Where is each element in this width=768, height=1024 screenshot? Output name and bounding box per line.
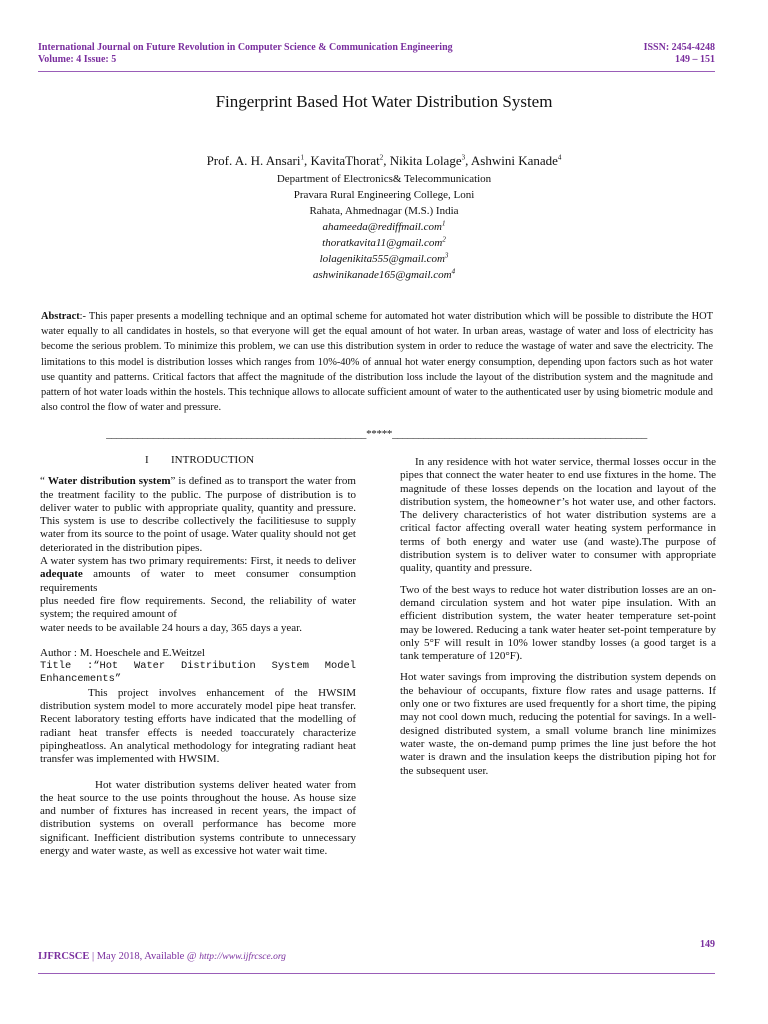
paragraph: “ Water distribution system” is defined as to transport the water from the treatment facility to the public. The purpose of distribution is to deliver water to public with appropriate quality, quantity and pressure. This system is use to describe collectively the facilitiesuse to supply water from its source to the point of usage. Water quality should not get deteriorated in the distribution pipes.	[40, 475, 356, 554]
footer-date: | May 2018, Available @	[89, 951, 200, 962]
page-range: 149 – 151	[675, 54, 715, 65]
author-email[interactable]: ahameeda@rediffmail.com$^1$	[322, 219, 446, 233]
footer-rule	[38, 973, 715, 974]
title-reference-end: Enhancements”	[40, 673, 122, 686]
issn: ISSN: 2454-4248	[643, 42, 715, 53]
volume-issue: Volume: 4 Issue: 5	[38, 54, 117, 65]
paragraph: Hot water savings from improving the distribution system depends on the behaviour of occupants, fixture flow rates and usage patterns. If only one or two fixtures are used frequently for a short time, the piping may not cool down much, reducing the potential for savings. In a well-designed distributed system, a small volume branch line minimizes water waste, the on-demand pump primes the line just before the hot water is drawn and the insulation keeps the distribution piping hot for the subsequent user.	[400, 671, 716, 777]
journal-header	[38, 42, 715, 66]
author-list: Prof. A. H. Ansari$^1$, KavitaThorat$^2$, Nikita Lolage$^3$, Ashwini Kanade$^4$	[206, 153, 562, 168]
abstract-text: :- This paper presents a modelling technique and an optimal scheme for automated hot water distribution which will be possible to distribute the HOT water equally to all candidates in hostels, so that everyone will get the equal amount of hot water. In urban areas, wastage of water and loss of electricity has become the serious problem. To minimize this problem, we can use this distribution system in order to reduce the wastage of water and save the electricity. The limitations to this model is distribution losses which ranges from 10%-40% of annual hot water energy consumption, depending upon factors such as hot water use quantity and patterns. Critical factors that affect the magnitude of the distribution loss include the layout of the distribution system and the magnitude and pattern of hot water loads within the hostels. This technique allows to allocate sufficient amount of water to the authenticated user by using biometric module and also control the flow of water and pressure.	[41, 311, 713, 414]
paragraph: Two of the best ways to reduce hot water distribution losses are an on-demand circulation system and hot water pipe insulation. With an efficient distribution system, the water heater temperature set-point may be lowered. Reducing a tank water heater set-point temperature by only 5°F will result in 10% lower standby losses (a good target is a tank temperature of 120°F).	[400, 583, 716, 663]
abstract	[41, 309, 713, 415]
department: Department of Electronics& Telecommunication	[276, 173, 492, 185]
location: Rahata, Ahmednagar (M.S.) India	[309, 205, 459, 217]
paragraph: plus needed fire flow requirements. Second, the reliability of water system; the required amount of	[40, 594, 356, 621]
author-reference: Author : M. Hoeschele and E.Weitzel	[40, 646, 205, 659]
author-email[interactable]: lolagenikita555@gmail.com$^3$	[319, 251, 449, 265]
paragraph: Hot water distribution systems deliver heated water from the heat source to the use points throughout the house. As house size and number of fixtures has increased in recent years, the impact of distribution systems on overall performance has become more significant. Inefficient distribution systems contribute to unnecessary energy and water waste, as well as excessive hot water wait time.	[40, 778, 356, 858]
author: KavitaThorat$^2$	[310, 153, 384, 168]
section-title: INTRODUCTION	[171, 454, 255, 466]
header-rule	[38, 71, 715, 72]
section-number: I	[145, 454, 149, 466]
author-email[interactable]: thoratkavita11@gmail.com$^2$	[322, 235, 446, 249]
paragraph: A water system has two primary requirements: First, it needs to deliver adequate amounts of water to meet consumer consumption requirements	[40, 555, 356, 594]
affiliation-block	[0, 171, 768, 283]
left-column	[40, 454, 356, 858]
author: Prof. A. H. Ansari$^1$	[206, 153, 304, 168]
journal-abbreviation: IJFRCSCE	[38, 951, 90, 962]
journal-name: International Journal on Future Revolution in Computer Science & Communication Engineering	[38, 42, 453, 53]
right-column	[400, 456, 716, 778]
paper-title: Fingerprint Based Hot Water Distribution System	[215, 92, 553, 111]
section-separator: __________________________________________________*****_________________________________________________	[106, 428, 647, 440]
section-heading	[40, 454, 356, 467]
page-number: 149	[700, 939, 715, 950]
paragraph: In any residence with hot water service, thermal losses occur in the pipes that connect the water heater to end use fixtures in the home. The magnitude of these losses depends on the location and layout of the distribution system, the homeowner’s hot water use, and other factors. The delivery characteristics of hot water distribution systems are a critical factor affecting overall water heating system performance in terms of both energy and water use (and waste).The purpose of distribution system is to deliver water to consumer with appropriate quality, quantity and pressure.	[400, 456, 716, 575]
paragraph: water needs to be available 24 hours a day, 365 days a year.	[40, 621, 302, 634]
footer	[38, 951, 286, 962]
title-reference: Title :“Hot Water Distribution System Model	[40, 660, 356, 673]
journal-url-link[interactable]: http://www.ijfrcsce.org	[199, 952, 286, 962]
author-email[interactable]: ashwinikanade165@gmail.com$^4$	[312, 267, 456, 281]
abstract-label: Abstract	[41, 311, 80, 322]
author: Ashwini Kanade$^4$	[470, 153, 562, 168]
college: Pravara Rural Engineering College, Loni	[293, 189, 475, 201]
paragraph: This project involves enhancement of the HWSIM distribution system model to more accurately model pipe heat transfer. Recent laboratory testing efforts have indicated that the modelling of radiant heat transfer effects is needed toaccurately characterize pipingheatloss. An analytical methodology for integrating radiant heat transfer was implemented with HWSIM.	[40, 686, 356, 766]
author: Nikita Lolage$^3$	[389, 153, 466, 168]
